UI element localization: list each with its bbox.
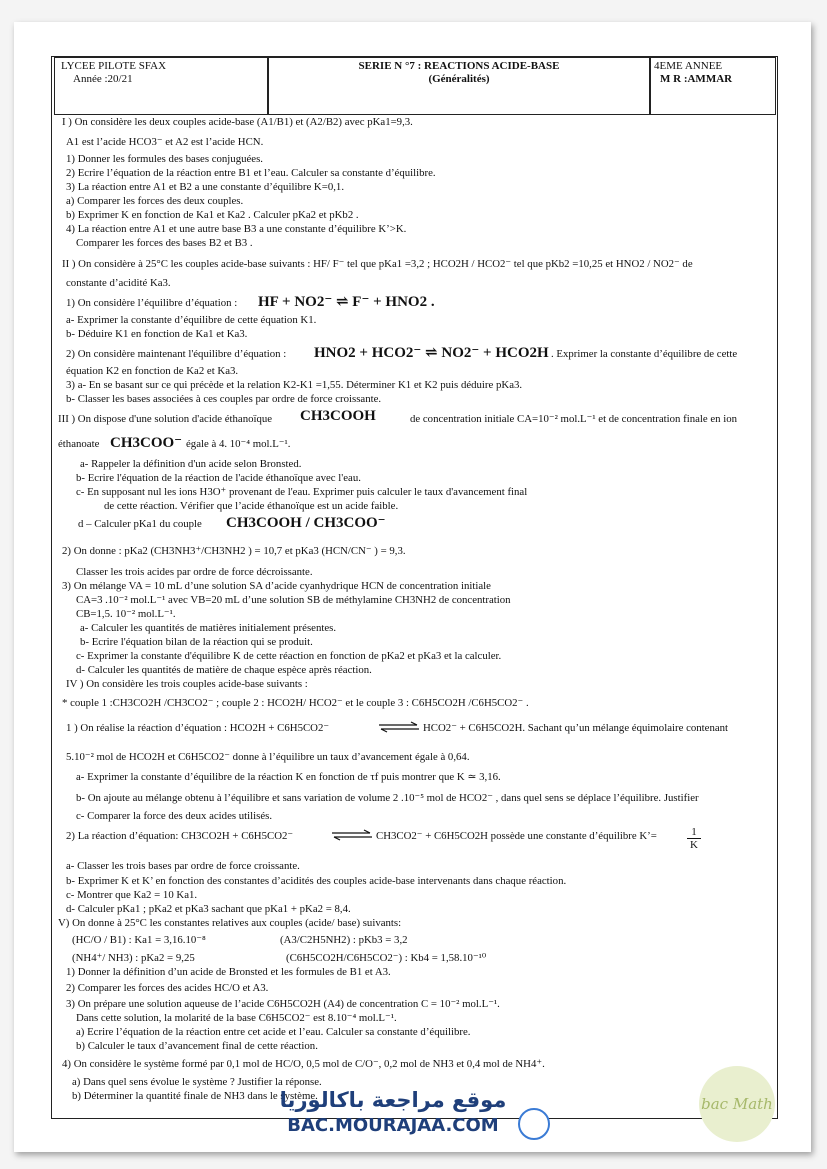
- equilibrium-arrow-icon: [330, 829, 374, 841]
- text-line: HCO2⁻ + C6H5CO2H. Sachant qu’un mélange équimolaire contenant: [423, 722, 729, 734]
- text-line: b- On ajoute au mélange obtenu à l’équilibre et sans variation de volume 2 .10⁻⁵ mol de HCO2⁻ , dans quel sens se déplace l’équilibre. Justifier: [76, 792, 699, 804]
- text-line: 1) Donner la définition d’un acide de Bronsted et les formules de B1 et A3.: [66, 966, 391, 978]
- chemical-equation: CH3COOH: [300, 408, 376, 424]
- text-line: c- Exprimer la constante d'équilibre K de cette réaction en fonction de pKa2 et pKa3 et la calculer.: [76, 650, 502, 662]
- equilibrium-arrow-icon: [377, 721, 421, 733]
- text-line: d- Calculer les quantités de matière de chaque espèce après réaction.: [76, 664, 372, 676]
- text-line: I ) On considère les deux couples acide-base (A1/B1) et (A2/B2) avec pKa1=9,3.: [62, 116, 413, 128]
- text-line: 4) La réaction entre A1 et une autre base B3 a une constante d’équilibre K’>K.: [66, 223, 407, 235]
- text-line: V) On donne à 25°C les constantes relatives aux couples (acide/ base) suivants:: [58, 917, 402, 929]
- school-name: LYCEE PILOTE SFAX: [61, 60, 167, 72]
- text-line: (HC/O / B1) : Ka1 = 3,16.10⁻⁸: [72, 934, 206, 946]
- text-line: 3) a- En se basant sur ce qui précède et la relation K2-K1 =1,55. Déterminer K1 et K2 puis déduire pKa3.: [66, 379, 523, 391]
- text-line: c- Comparer la force des deux acides utilisés.: [76, 810, 273, 822]
- school-year: Année :20/21: [73, 73, 133, 85]
- chemical-equation: HNO2 + HCO2⁻ ⇌ NO2⁻ + HCO2H: [314, 345, 549, 361]
- text-line: (C6H5CO2H/C6H5CO2⁻) : Kb4 = 1,58.10⁻¹⁰: [286, 952, 487, 964]
- text-line: c- En supposant nul les ions H3O⁺ provenant de l'eau. Exprimer puis calculer le taux d'avancement final: [76, 486, 528, 498]
- text-line: b- Déduire K1 en fonction de Ka1 et Ka3.: [66, 328, 248, 340]
- teacher: M R :AMMAR: [660, 73, 733, 85]
- text-line: a) Comparer les forces des deux couples.: [66, 195, 244, 207]
- watermark-url: BAC.MOURAJAA.COM: [287, 1115, 499, 1136]
- text-line: équation K2 en fonction de Ka2 et Ka3.: [66, 365, 239, 377]
- text-line: éthanoate: [58, 438, 100, 450]
- chemical-equation: CH3COO⁻: [110, 435, 183, 451]
- text-line: CA=3 .10⁻² mol.L⁻¹ avec VB=20 mL d’une solution SB de méthylamine CH3NH2 de concentration: [76, 594, 511, 606]
- chemical-equation: HF + NO2⁻ ⇌ F⁻ + HNO2 .: [258, 294, 435, 310]
- text-line: b- Ecrire l'équation de la réaction de l'acide éthanoïque avec l'eau.: [76, 472, 361, 484]
- text-line: 2) On donne : pKa2 (CH3NH3⁺/CH3NH2 ) = 10,7 et pKa3 (HCN/CN⁻ ) = 9,3.: [62, 545, 406, 557]
- text-line: a) Ecrire l’équation de la réaction entre cet acide et l’eau. Calculer sa constante d’équilibre.: [76, 1026, 471, 1038]
- watermark-arabic: موقع مراجعة باكالوريا: [279, 1088, 507, 1112]
- text-line: 5.10⁻² mol de HCO2H et C6H5CO2⁻ donne à l’équilibre un taux d’avancement égale à 0,64.: [66, 751, 470, 763]
- text-line: a- Calculer les quantités de matières initialement présentes.: [80, 622, 337, 634]
- bac-math-logo: bac Math: [699, 1066, 775, 1142]
- text-line: (A3/C2H5NH2) : pKb3 = 3,2: [280, 934, 408, 946]
- text-line: Comparer les forces des bases B2 et B3 .: [76, 237, 253, 249]
- text-line: c- Montrer que Ka2 = 10 Ka1.: [66, 889, 198, 901]
- fraction-denominator: K: [687, 838, 701, 851]
- text-line: a- Classer les trois bases par ordre de force croissante.: [66, 860, 300, 872]
- text-line: IV ) On considère les trois couples acide-base suivants :: [66, 678, 308, 690]
- text-line: 2) Comparer les forces des acides HC/O et A3.: [66, 982, 269, 994]
- text-line: a) Dans quel sens évolue le système ? Justifier la réponse.: [72, 1076, 322, 1088]
- text-line: 3) La réaction entre A1 et B2 a une constante d’équilibre K=0,1.: [66, 181, 345, 193]
- text-line: . Exprimer la constante d’équilibre de cette: [551, 348, 738, 360]
- text-line: 1) On considère l’équilibre d’équation :: [66, 297, 238, 309]
- text-line: 2) On considère maintenant l'équilibre d’équation :: [66, 348, 287, 360]
- text-line: constante d’acidité Ka3.: [66, 277, 171, 289]
- series-title: SERIE N °7 : REACTIONS ACIDE-BASE: [358, 60, 560, 72]
- text-line: III ) On dispose d'une solution d'acide éthanoïque: [58, 413, 273, 425]
- text-line: 3) On prépare une solution aqueuse de l’acide C6H5CO2H (A4) de concentration C = 10⁻² mol.L⁻¹.: [66, 998, 500, 1010]
- text-line: a- Exprimer la constante d’équilibre de la réaction K en fonction de τf puis montrer que K ≃ 3,16.: [76, 771, 501, 783]
- text-line: 4) On considère le système formé par 0,1 mol de HC/O, 0,5 mol de C/O⁻, 0,2 mol de NH3 et 0,4 mol de NH4⁺.: [62, 1058, 545, 1070]
- text-line: b- Exprimer K et K’ en fonction des constantes d’acidités des couples acide-base intervenants dans chaque réaction.: [66, 875, 567, 887]
- text-line: de cette réaction. Vérifier que l’acide éthanoïque est un acide faible.: [104, 500, 399, 512]
- text-line: 1 ) On réalise la réaction d’équation : HCO2H + C6H5CO2⁻: [66, 722, 330, 734]
- text-line: CH3CO2⁻ + C6H5CO2H possède une constante d’équilibre K’=: [376, 830, 657, 842]
- text-line: (NH4⁺/ NH3) : pKa2 = 9,25: [72, 952, 195, 964]
- text-line: b) Déterminer la quantité finale de NH3 dans le système.: [72, 1090, 318, 1102]
- site-logo-icon: [518, 1108, 550, 1140]
- fraction-numerator: 1: [691, 826, 697, 838]
- text-line: Classer les trois acides par ordre de force décroissante.: [76, 566, 313, 578]
- text-line: d – Calculer pKa1 du couple: [78, 518, 202, 530]
- level: 4EME ANNEE: [654, 60, 723, 72]
- chemical-equation: CH3COOH / CH3COO⁻: [226, 515, 386, 531]
- watermark: [278, 1086, 508, 1152]
- text-line: * couple 1 :CH3CO2H /CH3CO2⁻ ; couple 2 : HCO2H/ HCO2⁻ et le couple 3 : C6H5CO2H /C6H5CO2⁻ .: [62, 697, 529, 709]
- text-line: 1) Donner les formules des bases conjuguées.: [66, 153, 263, 165]
- text-line: b- Ecrire l'équation bilan de la réaction qui se produit.: [80, 636, 313, 648]
- text-line: de concentration initiale CA=10⁻² mol.L⁻¹ et de concentration finale en ion: [410, 413, 738, 425]
- text-line: A1 est l’acide HCO3⁻ et A2 est l’acide HCN.: [66, 136, 264, 148]
- text-line: d- Calculer pKa1 ; pKa2 et pKa3 sachant que pKa1 + pKa2 = 8,4.: [66, 903, 351, 915]
- series-subtitle: (Généralités): [428, 73, 490, 85]
- text-line: 2) Ecrire l’équation de la réaction entre B1 et l’eau. Calculer sa constante d’équilibre.: [66, 167, 436, 179]
- text-line: b) Calculer le taux d’avancement final de cette réaction.: [76, 1040, 318, 1052]
- text-line: II ) On considère à 25°C les couples acide-base suivants : HF/ F⁻ tel que pKa1 =3,2 ; HCO2H / HCO2⁻ tel que pKb2 =10,25 et HNO2 / NO2⁻ de: [62, 258, 693, 270]
- text-line: b- Classer les bases associées à ces couples par ordre de force croissante.: [66, 393, 382, 405]
- text-line: a- Rappeler la définition d'un acide selon Bronsted.: [80, 458, 302, 470]
- text-line: 2) La réaction d’équation: CH3CO2H + C6H5CO2⁻: [66, 830, 294, 842]
- text-line: a- Exprimer la constante d’équilibre de cette équation K1.: [66, 314, 317, 326]
- text-line: égale à 4. 10⁻⁴ mol.L⁻¹.: [186, 438, 291, 450]
- fraction-1-over-k: [687, 826, 701, 851]
- text-line: 3) On mélange VA = 10 mL d’une solution SA d’acide cyanhydrique HCN de concentration initiale: [62, 580, 491, 592]
- text-line: Dans cette solution, la molarité de la base C6H5CO2⁻ est 8.10⁻⁴ mol.L⁻¹.: [76, 1012, 397, 1024]
- text-line: CB=1,5. 10⁻² mol.L⁻¹.: [76, 608, 176, 620]
- text-line: b) Exprimer K en fonction de Ka1 et Ka2 . Calculer pKa2 et pKb2 .: [66, 209, 359, 221]
